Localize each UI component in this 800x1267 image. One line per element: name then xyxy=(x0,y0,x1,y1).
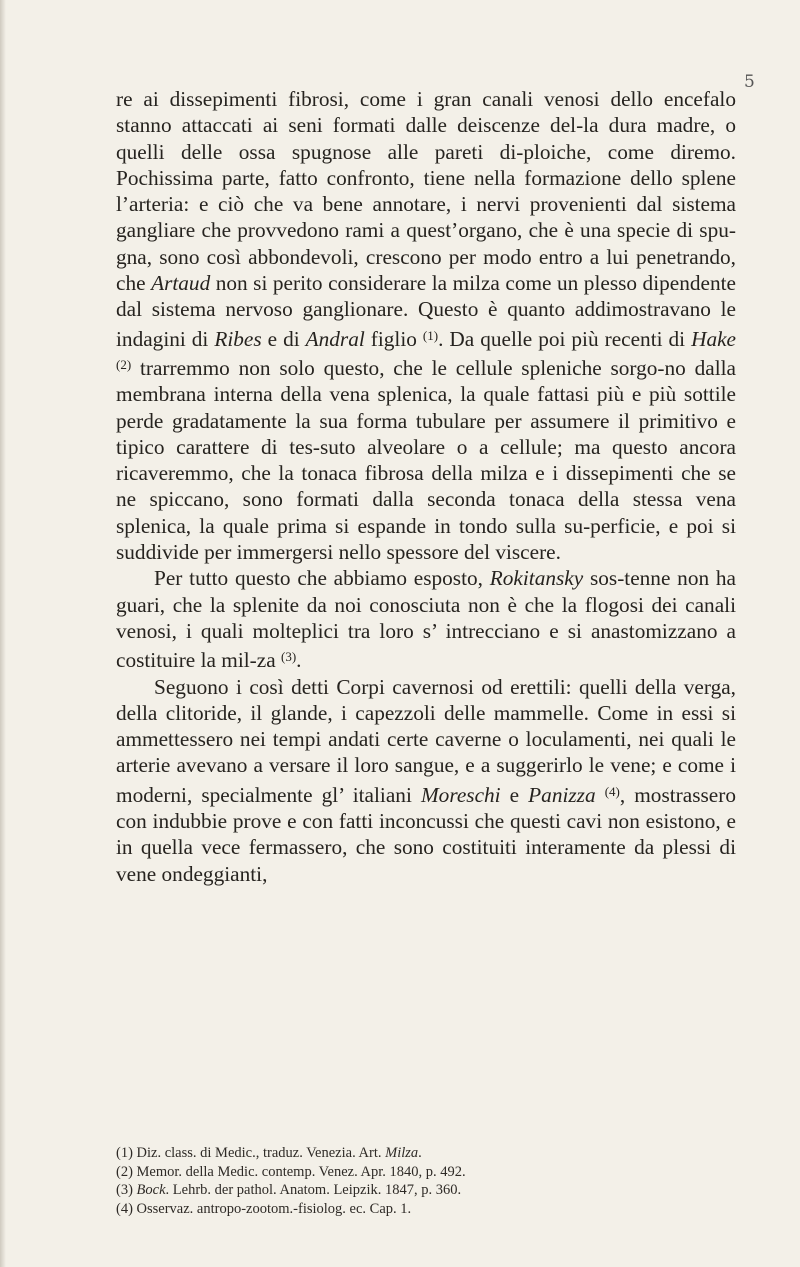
italic-name: Hake xyxy=(691,326,736,351)
paragraph-2 xyxy=(116,565,736,673)
italic-name: Milza xyxy=(385,1145,419,1161)
text-run: non si perito considerare la milza come un plesso dipendente dal sistema nervoso ganglionare. Questo è quanto addimostravano le indagini di xyxy=(116,271,736,351)
footnote-ref: (2) xyxy=(116,356,132,372)
text-run: sos-tenne non ha guari, che la splenite da noi conosciuta non è che la flogosi dei canali venosi, i quali molteplici tra loro s’ intrecciano e si anastomizzano a costituire la mil-za xyxy=(116,566,736,673)
italic-name: Artaud xyxy=(151,271,211,296)
text-run: . xyxy=(296,648,302,673)
text-run: figlio xyxy=(364,326,423,351)
text-run: re ai dissepimenti fibrosi, come i gran canali venosi dello encefalo stanno attaccati ai seni formati dalle deiscenze del-la dura madre, o quelli delle ossa spugnose alle pareti di-ploiche, come diremo. Pochissima parte, fatto confronto, tiene nella formazione dello splene l’arteria: e ciò che va bene annotare, i nervi provenienti dal sistema gangliare che provvedono rami a quest’organo, che è una specie di spu-gna, sono così abbondevoli, crescono per modo entro a lui penetrando, che xyxy=(116,87,736,296)
footnote-4 xyxy=(116,1200,736,1219)
italic-name: Moreschi xyxy=(420,782,501,807)
footnote-ref: (1) xyxy=(422,327,439,343)
footnotes xyxy=(116,1144,736,1218)
text-run: (4) Osservaz. antropo-zootom.-fisiolog. ec. Cap. 1. xyxy=(116,1200,412,1217)
text-run: Per tutto questo che abbiamo esposto, xyxy=(154,566,490,591)
text-run: (3) xyxy=(116,1182,137,1198)
paragraph-1 xyxy=(116,86,736,565)
italic-name: Andral xyxy=(305,326,365,351)
text-run: trarremmo non solo questo, che le cellule spleniche sorgo-no dalla membrana interna della vena splenica, la quale fattasi più e più sottile perde gradatamente la sua forma tubulare per assumere il primitivo e tipico carattere di tes-suto alveolare o a cellule; ma questo ancora ricaveremmo, che la tonaca fibrosa della milza e i dissepimenti che se ne spiccano, sono formati dalla seconda tonaca della stessa vena splenica, la quale prima si espande in tondo sulla su-perficie, e poi si suddivide per immergersi nello spessore del viscere. xyxy=(116,355,736,565)
text-run: . Da quelle poi più recenti di xyxy=(438,326,692,351)
footnote-1 xyxy=(116,1144,736,1163)
italic-name: Rokitansky xyxy=(489,566,584,591)
page-edge-shadow xyxy=(0,0,6,1267)
italic-name: Panizza xyxy=(528,782,596,807)
body-text xyxy=(116,86,736,887)
text-run: . Lehrb. der pathol. Anatom. Leipzik. 1847, p. 360. xyxy=(165,1182,462,1198)
text-run: e xyxy=(500,782,529,807)
text-run: . xyxy=(418,1145,422,1161)
text-run xyxy=(596,783,605,807)
text-run: (2) Memor. della Medic. contemp. Venez. Apr. 1840, p. 492. xyxy=(116,1163,466,1180)
page-number: 5 xyxy=(744,72,755,92)
text-run: (1) Diz. class. di Medic., traduz. Venezia. Art. xyxy=(116,1145,386,1161)
text-run: , mostrassero con indubbie prove e con fatti inconcussi che questi cavi non esistono, e in quella vece fermassero, che sono costituiti interamente da plessi di vene ondeggianti, xyxy=(116,782,736,886)
text-run: Seguono i così detti Corpi cavernosi od erettili: quelli della verga, della clitoride, il glande, i capezzoli delle mammelle. Come in essi si ammettessero nei tempi andati certe caverne o loculamenti, nei quali le arterie avevano a versare il loro sangue, e a suggerirlo le vene; e come i moderni, specialmente gl’ italiani xyxy=(116,674,736,807)
text-run: e di xyxy=(261,326,306,351)
italic-name: Ribes xyxy=(214,326,262,351)
footnote-ref: (4) xyxy=(604,783,620,799)
footnote-ref: (3) xyxy=(281,649,297,665)
footnote-2 xyxy=(116,1163,736,1182)
paragraph-3 xyxy=(116,674,736,887)
italic-name: Bock xyxy=(136,1182,166,1198)
footnote-3 xyxy=(116,1181,736,1200)
